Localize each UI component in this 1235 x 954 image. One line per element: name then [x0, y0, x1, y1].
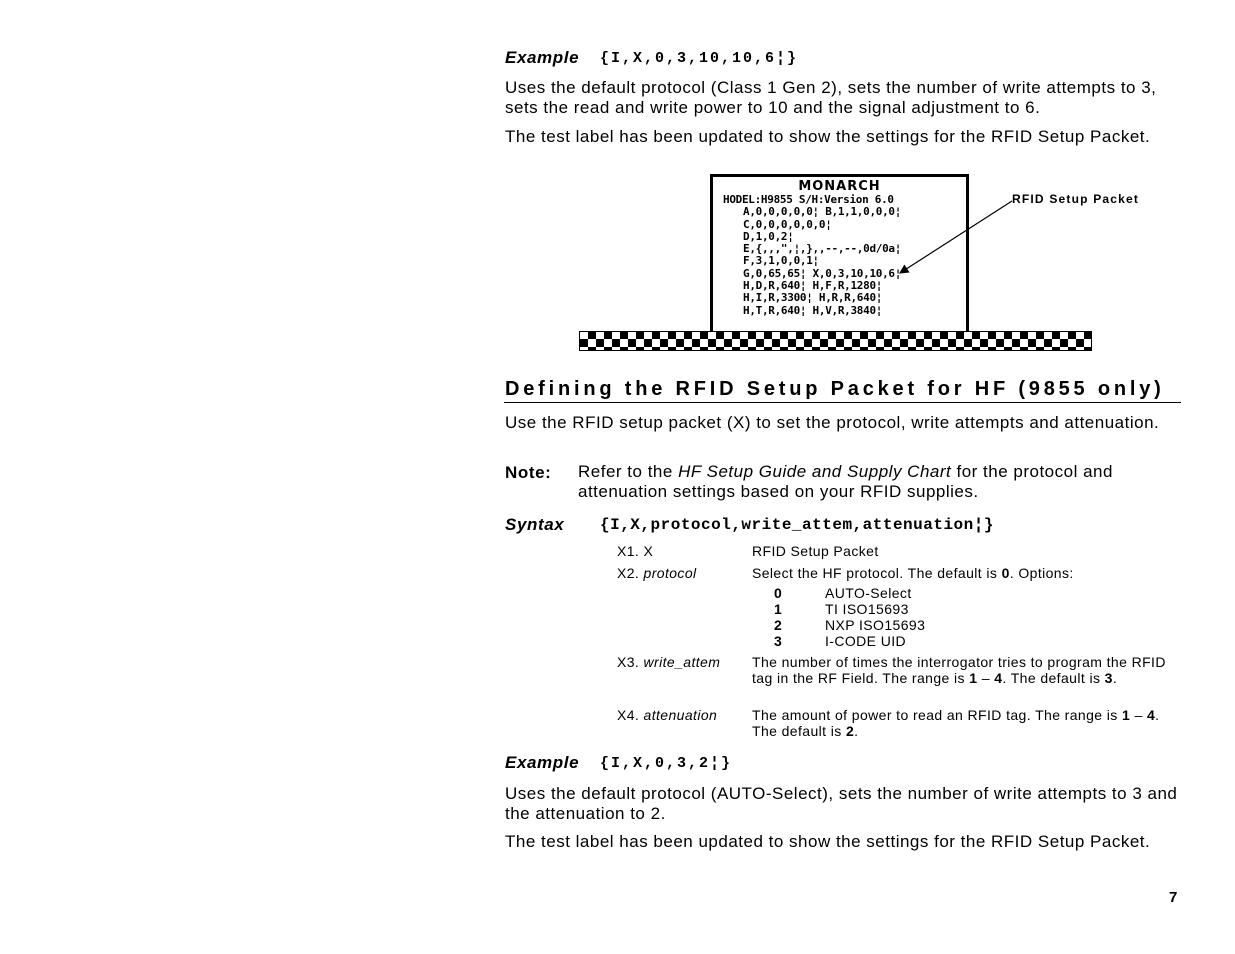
label-line: E,{,,,",¦,},,--,--,0d/0a¦ [743, 242, 902, 256]
option-label: I-CODE UID [825, 633, 906, 649]
label-line: F,3,1,0,0,1¦ [743, 254, 819, 268]
label-line: H,I,R,3300¦ H,R,R,640¦ [743, 291, 883, 305]
option-row: 2 [774, 617, 783, 633]
label-line: H,D,R,640¦ H,F,R,1280¦ [743, 279, 883, 293]
test-label-note: The test label has been updated to show the settings for the RFID Setup Packet. [505, 127, 1151, 146]
page-number: 7 [1169, 889, 1178, 906]
example-code: {I,X,0,3,10,10,6¦} [600, 50, 799, 67]
option-row: 3 [774, 633, 783, 649]
label-line: HODEL:H9855 S/H:Version 6.0 [723, 193, 894, 206]
label-line: G,0,65,65¦ X,0,3,10,10,6¦ [743, 266, 902, 280]
param-desc-x2: Select the HF protocol. The default is 0. Options: [752, 565, 1074, 581]
example-code: {I,X,0,3,2¦} [600, 755, 733, 772]
example-description: Uses the default protocol (AUTO-Select), sets the number of write attempts to 3 and the attenuation to 2. [505, 784, 1178, 823]
heading-rule [504, 402, 1181, 403]
option-row: 1 [774, 601, 783, 617]
option-label: NXP ISO15693 [825, 617, 926, 633]
syntax-code: {I,X,protocol,write_attem,attenuation¦} [600, 516, 994, 534]
param-id-x1: X1. X [617, 543, 654, 559]
label-line: A,0,0,0,0,0¦ B,1,1,0,0,0¦ [743, 205, 902, 219]
label-line: C,0,0,0,0,0,0¦ [743, 217, 832, 231]
checker-strip [579, 331, 1092, 351]
note-text: Refer to the HF Setup Guide and Supply Chart for the protocol and attenuation settings based on your RFID supplies. [578, 462, 1113, 501]
label-line: D,1,0,2¦ [743, 229, 794, 243]
test-label-note: The test label has been updated to show the settings for the RFID Setup Packet. [505, 832, 1151, 851]
label-line: H,T,R,640¦ H,V,R,3840¦ [743, 303, 883, 317]
syntax-label: Syntax [505, 515, 565, 534]
option-label: TI ISO15693 [825, 601, 909, 617]
option-label: AUTO-Select [825, 585, 912, 601]
note-guide-title: HF Setup Guide and Supply Chart [678, 462, 952, 481]
section-heading: Defining the RFID Setup Packet for HF (9855 only) [505, 378, 1165, 400]
param-id-x2: X2. protocol [617, 565, 697, 581]
param-id-x3: X3. write_attem [617, 654, 721, 670]
note-label: Note: [505, 463, 552, 482]
param-id-x4: X4. attenuation [617, 707, 718, 723]
example-label: Example [505, 753, 580, 772]
example-label: Example [505, 48, 580, 67]
param-desc-x1: RFID Setup Packet [752, 543, 879, 559]
callout-label: RFID Setup Packet [1012, 192, 1140, 206]
option-row: 0 [774, 585, 783, 601]
callout-arrow-icon [890, 195, 1020, 280]
example-description: Uses the default protocol (Class 1 Gen 2), sets the number of write attempts to 3, sets the read and write power to 10 and the signal adjustment to 6. [505, 78, 1157, 117]
param-desc-x3: The number of times the interrogator tries to program the RFID tag in the RF Field. The range is 1 – 4. The default is 3. [752, 654, 1166, 686]
section-intro: Use the RFID setup packet (X) to set the protocol, write attempts and attenuation. [505, 413, 1160, 432]
param-desc-x4: The amount of power to read an RFID tag. The range is 1 – 4. The default is 2. [752, 707, 1160, 739]
label-title: MONARCH [798, 179, 881, 194]
